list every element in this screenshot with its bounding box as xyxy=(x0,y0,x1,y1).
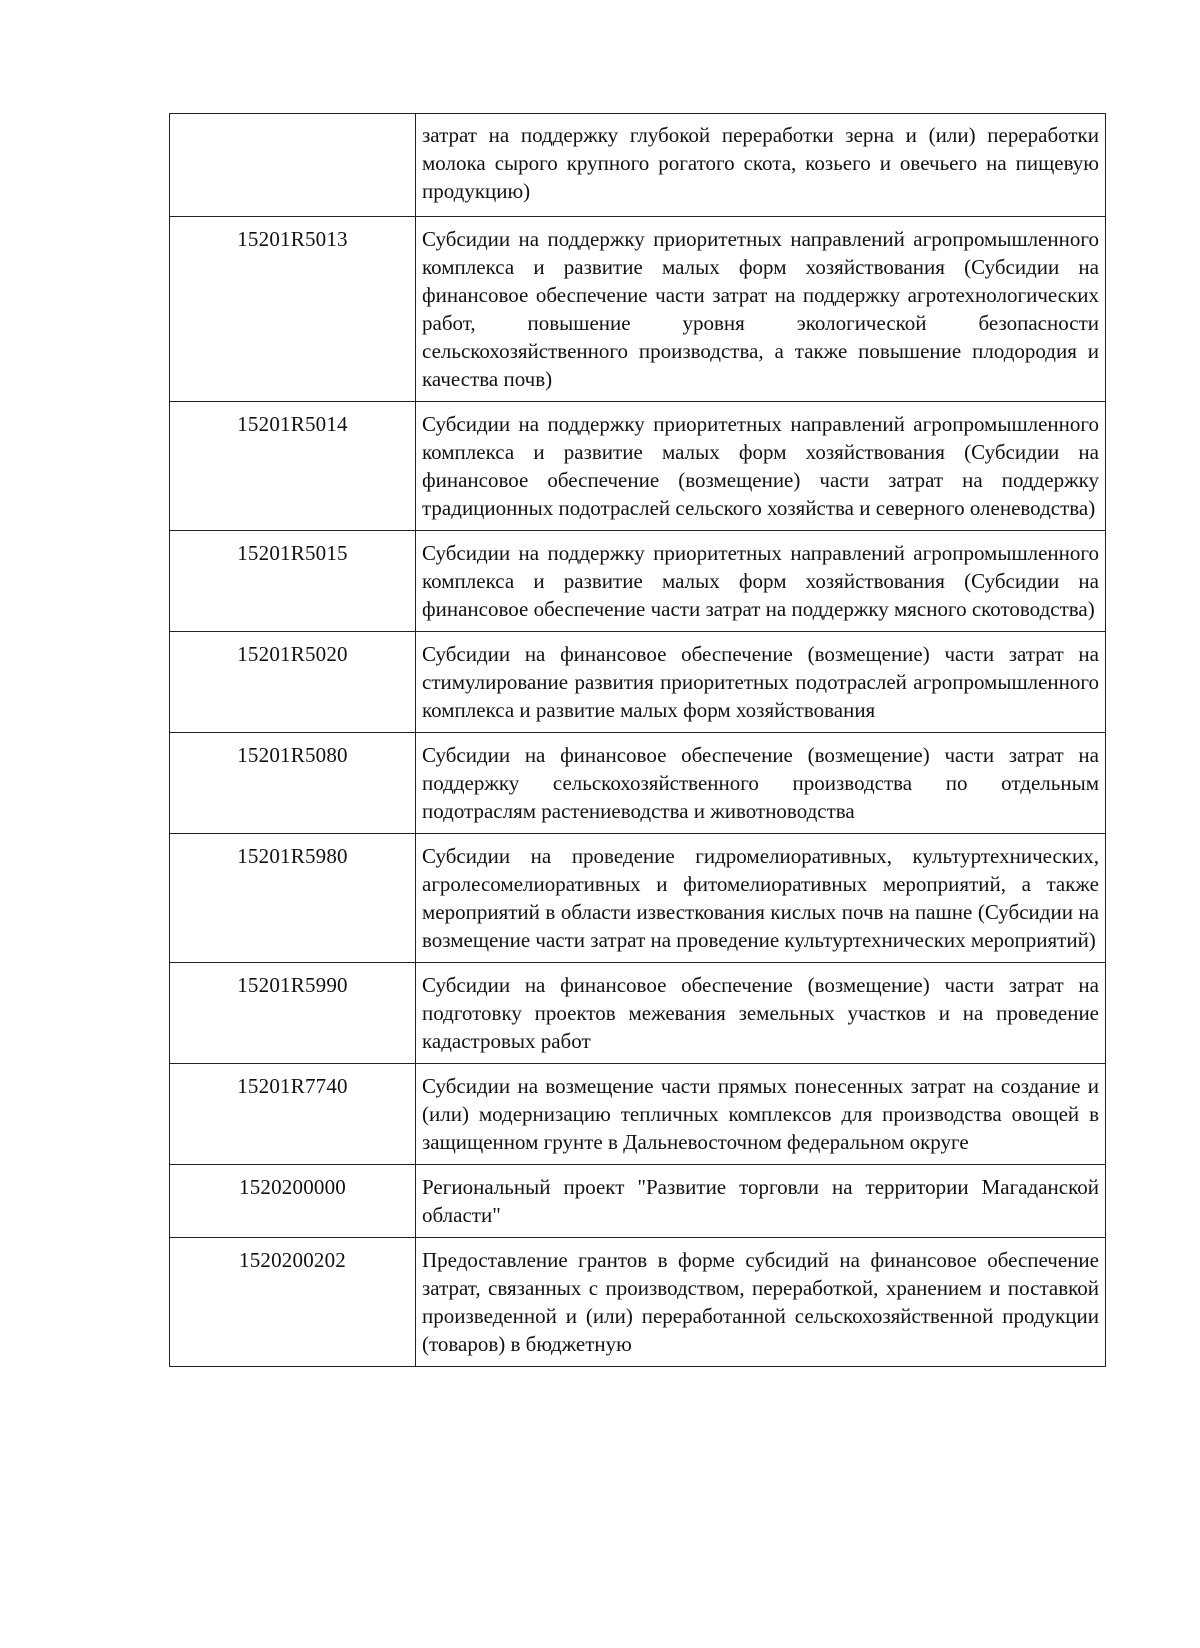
code-cell: 15201R5980 xyxy=(170,834,416,963)
description-cell: Субсидии на проведение гидромелиоративных, культуртехнических, агролесомелиоративных и фитомелиоративных мероприятий, а также мероприятий в области известкования кислых почв на пашне (Субсидии на возмещение части затрат на проведение культуртехнических мероприятий) xyxy=(416,834,1106,963)
code-cell: 15201R5014 xyxy=(170,402,416,531)
code-cell: 15201R7740 xyxy=(170,1064,416,1165)
table-row xyxy=(170,733,1106,834)
table-row xyxy=(170,632,1106,733)
table-row xyxy=(170,217,1106,402)
code-cell: 15201R5020 xyxy=(170,632,416,733)
description-cell: Субсидии на финансовое обеспечение (возмещение) части затрат на стимулирование развития приоритетных подотраслей агропромышленного комплекса и развитие малых форм хозяйствования xyxy=(416,632,1106,733)
description-cell: Предоставление грантов в форме субсидий на финансовое обеспечение затрат, связанных с производством, переработкой, хранением и поставкой произведенной и (или) переработанной сельскохозяйственной продукции (товаров) в бюджетную xyxy=(416,1238,1106,1367)
table-row xyxy=(170,402,1106,531)
description-cell: Субсидии на поддержку приоритетных направлений агропромышленного комплекса и развитие малых форм хозяйствования (Субсидии на финансовое обеспечение части затрат на поддержку агротехнологических работ, повышение уровня экологической безопасности сельскохозяйственного производства, а также повышение плодородия и качества почв) xyxy=(416,217,1106,402)
code-cell: 15201R5080 xyxy=(170,733,416,834)
budget-classification-table xyxy=(169,113,1106,1367)
code-cell: 15201R5015 xyxy=(170,531,416,632)
description-cell: Субсидии на финансовое обеспечение (возмещение) части затрат на поддержку сельскохозяйственного производства по отдельным подотраслям растениеводства и животноводства xyxy=(416,733,1106,834)
code-cell xyxy=(170,114,416,217)
description-cell: Субсидии на поддержку приоритетных направлений агропромышленного комплекса и развитие малых форм хозяйствования (Субсидии на финансовое обеспечение (возмещение) части затрат на поддержку традиционных подотраслей сельского хозяйства и северного оленеводства) xyxy=(416,402,1106,531)
description-cell: затрат на поддержку глубокой переработки зерна и (или) переработки молока сырого крупного рогатого скота, козьего и овечьего на пищевую продукцию) xyxy=(416,114,1106,217)
table-row xyxy=(170,1165,1106,1238)
table-row xyxy=(170,963,1106,1064)
description-cell: Субсидии на финансовое обеспечение (возмещение) части затрат на подготовку проектов межевания земельных участков и на проведение кадастровых работ xyxy=(416,963,1106,1064)
code-cell: 1520200000 xyxy=(170,1165,416,1238)
code-cell: 15201R5990 xyxy=(170,963,416,1064)
table-row xyxy=(170,1064,1106,1165)
description-cell: Субсидии на поддержку приоритетных направлений агропромышленного комплекса и развитие малых форм хозяйствования (Субсидии на финансовое обеспечение части затрат на поддержку мясного скотоводства) xyxy=(416,531,1106,632)
table-row xyxy=(170,834,1106,963)
description-cell: Региональный проект "Развитие торговли на территории Магаданской области" xyxy=(416,1165,1106,1238)
table-row xyxy=(170,114,1106,217)
code-cell: 15201R5013 xyxy=(170,217,416,402)
table-row xyxy=(170,1238,1106,1367)
code-cell: 1520200202 xyxy=(170,1238,416,1367)
table-row xyxy=(170,531,1106,632)
description-cell: Субсидии на возмещение части прямых понесенных затрат на создание и (или) модернизацию тепличных комплексов для производства овощей в защищенном грунте в Дальневосточном федеральном округе xyxy=(416,1064,1106,1165)
